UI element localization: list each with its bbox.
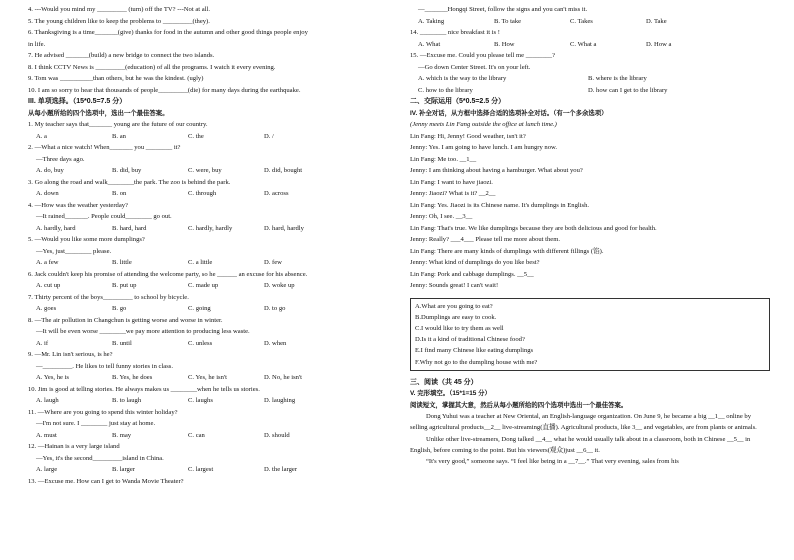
answer-options — [28, 165, 390, 177]
answer-options — [28, 372, 390, 384]
text-line: Jenny: Jiaozi? What is it? __2__ — [410, 190, 496, 197]
text-line: —Yes, just________ please. — [36, 247, 112, 255]
answer-option: D. did, bought — [264, 167, 303, 174]
text-line: 9. Tom was __________than others, but he was the kindest. (ugly) — [28, 75, 204, 82]
section-instruction: IV. 补全对话，从方框中选择合适的选项补全对话。（有一个多余选项） — [410, 109, 608, 117]
answer-option: B. go — [112, 305, 127, 312]
text-line: 9. —Mr. Lin isn't serious, is he? — [28, 351, 113, 358]
text-line: Jenny: What kind of dumplings do you like best? — [410, 259, 540, 266]
text-line: 13. —Excuse me. How can I get to Wanda Movie Theater? — [28, 477, 184, 485]
answer-options — [28, 188, 390, 200]
section-heading: 二、交际运用（5*0.5=2.5 分） — [410, 98, 506, 105]
text-line: 1. My teacher says that_______ young are the future of our country. — [28, 121, 208, 128]
answer-option: A. large — [36, 466, 58, 473]
options-box — [410, 298, 770, 371]
answer-options — [28, 430, 390, 442]
text-line: 2. —What a nice watch! When_______ you ________ it? — [28, 144, 181, 151]
answer-option: B. an — [112, 132, 126, 140]
text-line: 11. —Where are you going to spend this winter holiday? — [28, 408, 178, 416]
answer-option: B. did, buy — [112, 167, 142, 174]
text-line: Lin Fang: That's true. We like dumplings because they are both delicious and good for health. — [410, 224, 657, 232]
answer-option: A. goes — [36, 305, 57, 312]
text-line: 14. ________ nice breakfast it is ! — [410, 29, 500, 36]
answer-option: C. the — [188, 132, 204, 140]
answer-option: C. were, buy — [188, 167, 222, 174]
text-line: Lin Fang: Hi, Jenny! Good weather, isn't it? — [410, 132, 526, 140]
answer-option: B. To take — [494, 17, 522, 25]
answer-option: C. Yes, he isn't — [188, 374, 227, 381]
text-line: Lin Fang: Yes. Jiaozi is its Chinese name. It's dumplings in English. — [410, 201, 590, 209]
answer-option: D. / — [264, 132, 274, 140]
answer-option: A. down — [36, 190, 59, 197]
answer-option: B. until — [112, 339, 132, 347]
answer-option: D. few — [264, 259, 282, 266]
text-line: 3. Go along the road and walk________the park. The zoo is behind the park. — [28, 178, 231, 186]
text-line: Lin Fang: I want to have jiaozi. — [410, 178, 493, 186]
text-line: 10. I am so sorry to hear that thousands of people_________(die) for many days during the earthquake. — [28, 86, 301, 94]
answer-option: D. when — [264, 339, 287, 347]
answer-option: D. how can I get to the library — [588, 86, 668, 94]
answer-option: C. largest — [188, 466, 214, 473]
box-option: D.Is it a kind of traditional Chinese food? — [415, 336, 525, 344]
text-line: 8. I think CCTV News is _________(education) of all the programs. I watch it every evening. — [28, 63, 276, 71]
reading-header — [410, 377, 770, 412]
text-line: 10. Jim is good at telling stories. He always makes us ________when he tells us stories. — [28, 385, 260, 393]
answer-option: A. which is the way to the library — [418, 75, 507, 82]
text-line: 6. Jack couldn't keep his promise of attending the welcome party, so he ______ an excuse for his absence. — [28, 270, 308, 278]
box-option: F.Why not go to the dumpling house with me? — [415, 358, 538, 366]
answer-option: B. on — [112, 190, 127, 197]
answer-option: B. put up — [112, 282, 137, 289]
text-line: 8. —The air pollution in Changchun is getting worse and worse in winter. — [28, 316, 223, 324]
text-line: —_______Hongqi Street, follow the signs and you can't miss it. — [418, 6, 588, 13]
text-line: Jenny: Oh, I see. __3__ — [410, 213, 473, 220]
answer-options — [28, 338, 390, 350]
left-column — [28, 4, 390, 487]
answer-option: C. unless — [188, 339, 213, 347]
answer-option: C. hardly, hardly — [188, 224, 233, 232]
text-line: Lin Fang: Pork and cabbage dumplings. __5__ — [410, 270, 534, 278]
answer-option: D. Take — [646, 17, 667, 25]
text-line: 4. ---Would you mind my _________ (turn) off the TV? ---Not at all. — [28, 6, 210, 13]
text-line: Jenny: Sounds great! I can't wait! — [410, 282, 499, 289]
answer-option: A. a few — [36, 259, 59, 266]
text-line: 7. Thirty percent of the boys_________ to school by bicycle. — [28, 293, 189, 301]
answer-option: C. a little — [188, 259, 213, 266]
answer-option: D. How a — [646, 40, 672, 48]
answer-option: D. woke up — [264, 282, 295, 289]
section-heading: III. 单项选择。（15*0.5=7.5 分） — [28, 98, 127, 105]
answer-option: B. larger — [112, 466, 135, 473]
text-line: 6. Thanksgiving is a time_______(give) thanks for food in the autumn and other good things people enjoy — [28, 29, 308, 36]
answer-option: C. laughs — [188, 397, 213, 404]
answer-option: A. do, buy — [36, 167, 64, 174]
answer-options — [28, 223, 390, 235]
answer-option: D. the larger — [264, 466, 298, 473]
text-line: 7. He advised _______(build) a new bridge to connect the two islands. — [28, 52, 215, 59]
box-option: E.I find many Chinese like eating dumplings — [415, 347, 534, 355]
passage-paragraph-2: Unlike other live-streamers, Dong talked __4__ what he would usually talk about in a classroom, both in Chinese __5__ in English, before coming to the point. But his viewers(观众)just __6__ it. — [410, 435, 751, 454]
text-line: Jenny: Yes. I am going to have lunch. I am hungry now. — [410, 144, 557, 151]
box-option: A.What are you going to eat? — [415, 302, 493, 310]
text-line: —Yes, it's the second_________island in China. — [36, 454, 164, 462]
right-column — [410, 4, 770, 467]
text-line: Jenny: I am thinking about having a hamburger. What about you? — [410, 167, 583, 174]
answer-option: C. Takes — [570, 17, 593, 25]
answer-option: B. where is the library — [588, 75, 647, 82]
answer-options — [410, 73, 770, 85]
answer-options — [28, 395, 390, 407]
answer-option: D. laughing — [264, 397, 296, 404]
answer-option: C. can — [188, 431, 205, 439]
text-line: Lin Fang: Me too. __1__ — [410, 155, 477, 163]
answer-option: D. to go — [264, 305, 286, 312]
answer-option: D. should — [264, 431, 290, 439]
answer-option: C. made up — [188, 282, 219, 289]
answer-option: A. a — [36, 132, 47, 140]
answer-options — [410, 85, 770, 97]
answer-options — [28, 131, 390, 143]
text-line: 5. The young children like to keep the problems to _________(they). — [28, 17, 210, 25]
answer-option: A. must — [36, 431, 57, 439]
text-line: —Go down Center Street. It's on your left. — [418, 63, 531, 71]
answer-option: C. how to the library — [418, 86, 473, 94]
text-line: 5. —Would you like some more dumplings? — [28, 236, 145, 243]
answer-options — [410, 16, 770, 28]
box-option: B.Dumplings are easy to cook. — [415, 313, 497, 321]
answer-option: A. Yes, he is — [36, 374, 69, 381]
passage-paragraph-1: Dong Yuhui was a teacher at New Oriental, an English-language organization. On June 9, he became a big __1__ online by selling agricultural products__2__ live-streaming(直播). Agricultural products, like 3__ and vegetables, are from plants or animals. — [410, 413, 757, 432]
text-line: 15. —Excuse me. Could you please tell me ________? — [410, 52, 556, 59]
text-line: 4. —How was the weather yesterday? — [28, 201, 128, 209]
text-line: —It rained_______. People could________ go out. — [36, 213, 172, 220]
text-line: Lin Fang: There are many kinds of dumplings with different fillings (馅). — [410, 247, 604, 255]
text-line: —Three days ago. — [36, 155, 85, 163]
right-top-section — [410, 4, 770, 292]
answer-options — [410, 39, 770, 51]
answer-option: C. through — [188, 190, 217, 197]
answer-option: C. going — [188, 305, 211, 312]
text-line: (Jenny meets Lin Fang outside the office at lunch time.) — [410, 121, 557, 128]
section-instruction: V. 完形填空。（15*1=15 分） — [410, 390, 491, 398]
text-line: —_________. He likes to tell funny stories in class. — [36, 362, 173, 370]
text-line: —It will be even worse ________we pay more attention to producing less waste. — [36, 328, 250, 335]
box-option: C.I would like to try them as well — [415, 324, 504, 332]
answer-option: B. hard, hard — [112, 224, 147, 232]
section-heading: 三、阅读（共 45 分） — [410, 378, 478, 386]
answer-options — [28, 280, 390, 292]
answer-option: B. to laugh — [112, 397, 142, 404]
text-line: Jenny: Really? ___4___ Please tell me more about them. — [410, 236, 560, 243]
section-instruction: 阅读短文，掌握其大意，然后从每小题所给的四个选项中选出一个最佳答案。 — [410, 401, 628, 409]
answer-option: B. Yes, he does — [112, 374, 153, 381]
section-instruction: 从每小题所给的四个选项中，选出一个最佳答案。 — [28, 109, 169, 117]
answer-option: D. across — [264, 190, 289, 197]
answer-options — [28, 303, 390, 315]
answer-option: B. little — [112, 259, 132, 266]
passage-paragraph-3: “It's very good,” someone says. “I feel like being in a __7__.” That very evening, sales from his — [426, 458, 679, 466]
answer-option: D. No, he isn't — [264, 374, 303, 381]
answer-options — [28, 464, 390, 476]
answer-options — [28, 257, 390, 269]
answer-option: A. hardly, hard — [36, 224, 76, 232]
text-line: —I'm not sure. I ________ just stay at home. — [36, 420, 156, 427]
answer-option: A. cut up — [36, 282, 61, 289]
answer-option: C. What a — [570, 40, 597, 48]
text-line: in life. — [28, 40, 46, 48]
answer-option: A. laugh — [36, 397, 59, 404]
answer-option: A. Taking — [418, 17, 445, 25]
text-line: 12. —Hainan is a very large island — [28, 443, 120, 450]
answer-option: A. What — [418, 40, 441, 48]
answer-option: B. How — [494, 40, 515, 48]
answer-option: A. if — [36, 339, 49, 347]
answer-option: D. hard, hardly — [264, 224, 304, 232]
answer-option: B. may — [112, 431, 132, 439]
